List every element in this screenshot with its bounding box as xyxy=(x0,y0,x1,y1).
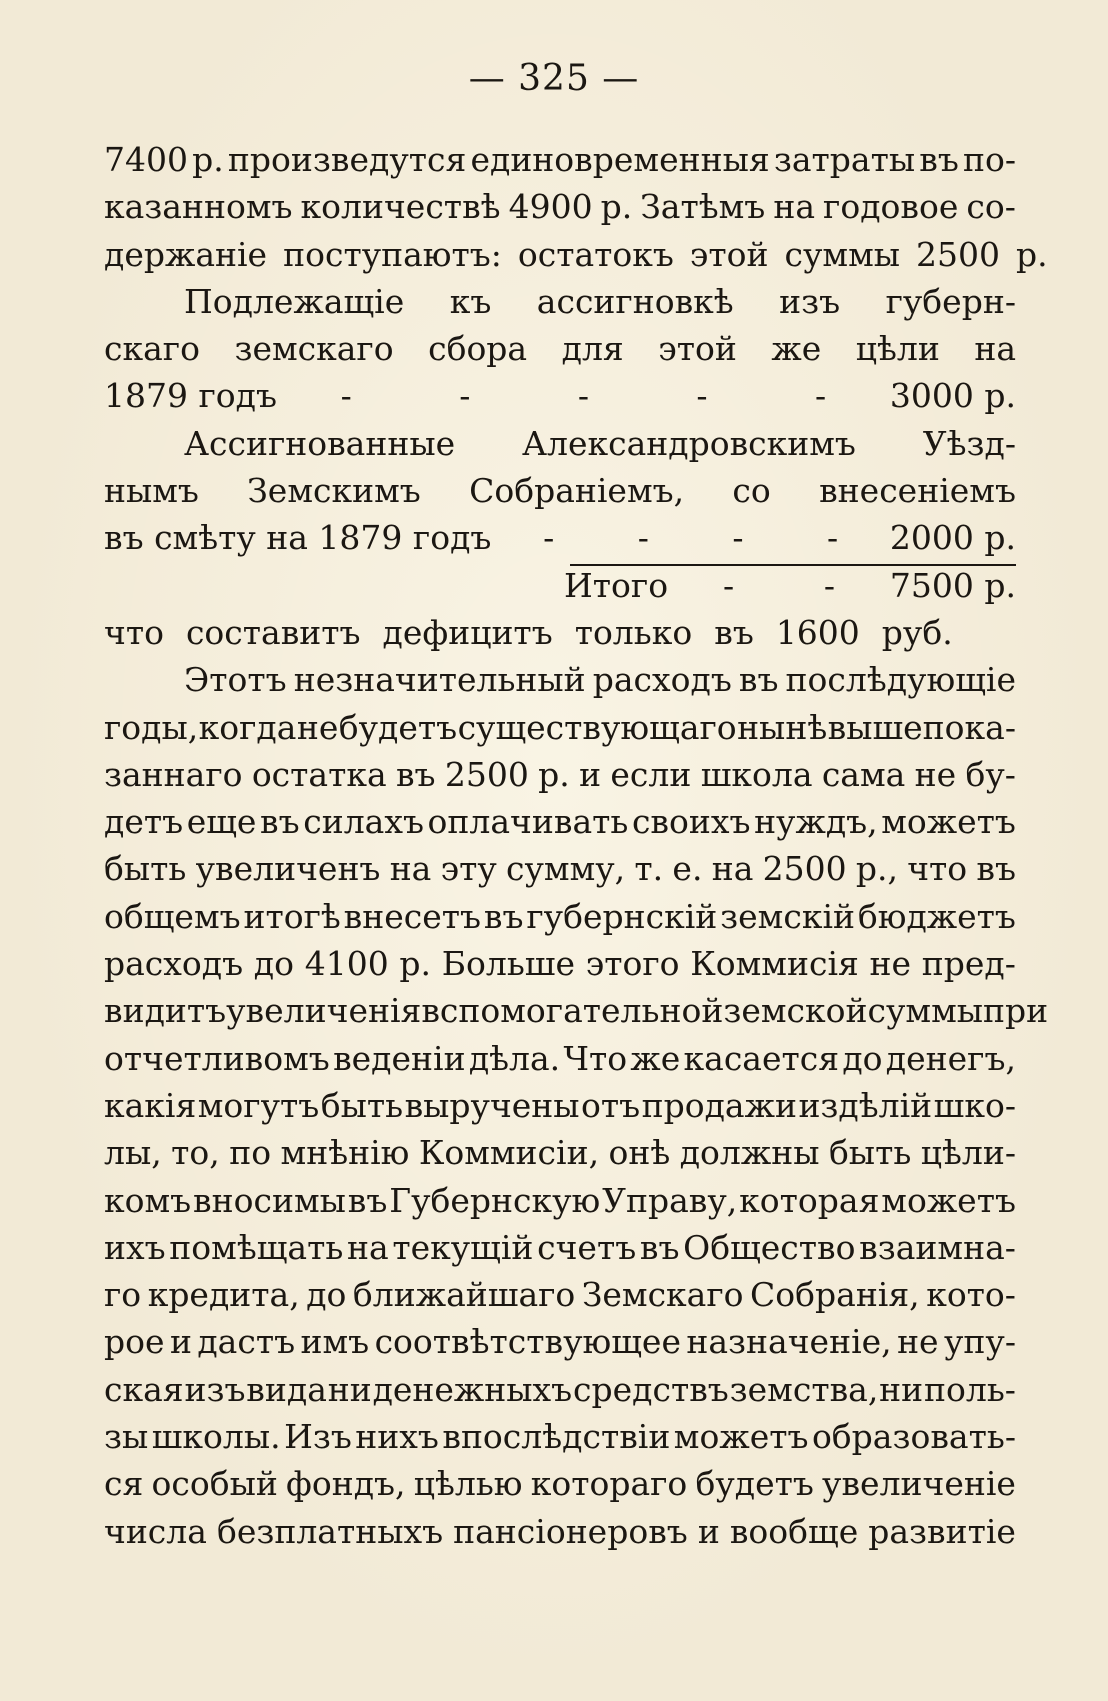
word: годовое xyxy=(823,187,959,227)
word: веденіи xyxy=(333,1038,466,1078)
word: что xyxy=(104,612,164,652)
word: го xyxy=(104,1275,142,1315)
word: ская xyxy=(104,1369,184,1409)
word: этой xyxy=(658,329,737,369)
word: е. xyxy=(672,849,703,889)
word: котораго xyxy=(530,1464,688,1504)
word: рое xyxy=(104,1322,165,1362)
word: можетъ xyxy=(881,802,1016,842)
word: фондъ, xyxy=(286,1464,406,1504)
word: не xyxy=(897,1322,939,1362)
word: 1600 xyxy=(775,612,860,652)
text-line xyxy=(104,420,1016,467)
dash: - xyxy=(722,565,735,605)
word: суммы xyxy=(784,234,901,274)
word: поступаютъ: xyxy=(283,234,502,274)
word: пред- xyxy=(921,944,1016,984)
word: въ xyxy=(347,1180,388,1220)
word: ихъ xyxy=(104,1227,166,1267)
word: сумму, xyxy=(506,849,626,889)
word: составитъ xyxy=(185,612,361,652)
word: остатокъ xyxy=(517,234,674,274)
word: ассигновкѣ xyxy=(536,281,734,321)
word: изъ xyxy=(779,281,841,321)
word: взаимна- xyxy=(859,1227,1016,1267)
word: земства, xyxy=(729,1369,879,1409)
word: расходъ xyxy=(592,660,732,700)
text-line xyxy=(104,231,1048,278)
text-line xyxy=(104,1177,1016,1224)
word: ближайшаго xyxy=(352,1275,576,1315)
ledger-label: въ смѣту на 1879 годъ xyxy=(104,518,492,558)
word: онѣ xyxy=(608,1133,671,1173)
text-line xyxy=(104,278,1016,325)
word: быть xyxy=(828,1133,912,1173)
word: затраты xyxy=(773,140,916,179)
word: цѣли xyxy=(855,329,940,369)
word: 7400 xyxy=(104,140,188,179)
word: дефицитъ xyxy=(382,612,553,652)
word: существующаго xyxy=(457,707,737,747)
word: вообще xyxy=(729,1511,859,1551)
word: когда xyxy=(198,707,297,747)
text-line xyxy=(104,514,1016,561)
dash: - xyxy=(459,376,471,416)
text-line xyxy=(104,893,1016,940)
word: вносимы xyxy=(193,1180,346,1220)
ledger-amount: 3000 р. xyxy=(889,376,1016,416)
word: въ xyxy=(714,612,754,652)
word: школы. xyxy=(151,1417,281,1457)
word: которая xyxy=(739,1180,880,1220)
word: отъ xyxy=(581,1085,641,1125)
text-line xyxy=(104,751,1016,798)
word: по xyxy=(229,1133,272,1173)
text-line xyxy=(104,609,1016,656)
word: суммы xyxy=(867,991,984,1031)
word: сама xyxy=(821,754,906,794)
word: Александровскимъ xyxy=(522,423,856,463)
word: имъ xyxy=(300,1322,370,1362)
word: быть xyxy=(104,849,187,889)
word: ни xyxy=(879,1369,924,1409)
word: Губернскую xyxy=(389,1180,601,1220)
text-line xyxy=(104,1460,1016,1507)
text-line xyxy=(104,940,1016,987)
word: отчетливомъ xyxy=(104,1038,330,1078)
word: дѣла. xyxy=(468,1038,561,1078)
text-line xyxy=(104,136,1016,183)
word: единовременныя xyxy=(470,140,770,179)
text-line xyxy=(104,1508,1016,1555)
word: въ xyxy=(483,896,524,936)
word: вышепока- xyxy=(827,707,1016,747)
word: расходъ xyxy=(104,944,244,984)
word: на xyxy=(347,1227,389,1267)
word: губерн- xyxy=(885,281,1016,321)
word: губернскій xyxy=(526,896,718,936)
word: р. xyxy=(538,754,570,794)
word: если xyxy=(610,754,692,794)
text-line xyxy=(104,467,1016,514)
ledger-dashes xyxy=(491,514,890,561)
word: ся xyxy=(104,1464,144,1504)
word: въ xyxy=(260,802,300,842)
word: 2500 xyxy=(762,849,847,889)
word: образовать- xyxy=(811,1417,1016,1457)
ledger-label: 1879 годъ xyxy=(104,376,277,416)
word: р., xyxy=(855,849,898,889)
word: особый xyxy=(151,1464,278,1504)
word: на xyxy=(773,187,816,227)
word: въ xyxy=(395,754,436,794)
word: помѣщать xyxy=(169,1227,344,1267)
word: будетъ xyxy=(695,1464,814,1504)
word: земскій xyxy=(720,896,855,936)
word: по- xyxy=(962,140,1016,179)
word: итогѣ xyxy=(243,896,341,936)
word: не xyxy=(914,754,957,794)
word: внесеніемъ xyxy=(819,471,1016,511)
text-line xyxy=(104,704,1016,751)
dash: - xyxy=(543,518,555,558)
word: 2500 xyxy=(916,234,1001,274)
word: мнѣнію xyxy=(280,1133,410,1173)
word: Управу, xyxy=(602,1180,738,1220)
word: впослѣдствіи xyxy=(442,1417,671,1457)
word: р. xyxy=(399,944,432,984)
word: увеличеніе xyxy=(822,1464,1016,1504)
word: бюджетъ xyxy=(857,896,1016,936)
word: держаніе xyxy=(104,234,268,274)
ledger-dashes xyxy=(277,372,890,419)
word: можетъ xyxy=(673,1417,809,1457)
word: вспомогательной xyxy=(421,991,724,1031)
word: Подлежащіе xyxy=(184,281,405,321)
word: въ xyxy=(639,1227,680,1267)
word: только xyxy=(574,612,693,652)
word: Больше xyxy=(441,944,576,984)
text-line xyxy=(104,1413,1016,1460)
word: безплатныхъ xyxy=(216,1511,444,1551)
word: заннаго xyxy=(104,754,243,794)
word: зы xyxy=(104,1417,149,1457)
word: незначительный xyxy=(293,660,586,700)
word: нымъ xyxy=(104,471,199,511)
word: бу- xyxy=(965,754,1016,794)
word: Собранія, xyxy=(750,1275,920,1315)
word: Собраніемъ, xyxy=(469,471,685,511)
text-line xyxy=(104,1129,1016,1176)
word: Ассигнованные xyxy=(184,423,456,463)
dash: - xyxy=(637,518,649,558)
word: въ xyxy=(919,140,959,179)
dash: - xyxy=(577,376,589,416)
text-line xyxy=(104,845,1016,892)
word: 4900 xyxy=(508,187,593,227)
word: Коммисіи, xyxy=(418,1133,600,1173)
word: скаго xyxy=(104,329,200,369)
word: увеличенія xyxy=(226,991,422,1031)
body-text xyxy=(104,136,1049,1555)
word: р. xyxy=(600,187,633,227)
word: своихъ xyxy=(631,802,751,842)
word: со- xyxy=(966,187,1016,227)
word: шко- xyxy=(933,1085,1016,1125)
word: на xyxy=(711,849,754,889)
word: внесетъ xyxy=(343,896,482,936)
word: цѣли- xyxy=(920,1133,1016,1173)
text-line xyxy=(104,1224,1016,1271)
word: этой xyxy=(689,234,769,274)
text-line xyxy=(104,183,1016,230)
text-line xyxy=(104,325,1016,372)
word: цѣлью xyxy=(413,1464,523,1504)
word: послѣдующіе xyxy=(785,660,1016,700)
word: нынѣ xyxy=(737,707,828,747)
word: что xyxy=(907,849,968,889)
dash: - xyxy=(823,565,836,605)
word: до xyxy=(253,944,294,984)
text-line xyxy=(104,372,1016,419)
word: кредита, xyxy=(147,1275,300,1315)
total-label: Итого xyxy=(564,565,669,605)
ledger-amount: 2000 р. xyxy=(889,518,1016,558)
word: годы, xyxy=(104,707,199,747)
word: детъ xyxy=(104,802,184,842)
word: упу- xyxy=(944,1322,1016,1362)
word: 4100 xyxy=(304,944,389,984)
word: т. xyxy=(634,849,664,889)
word: школа xyxy=(700,754,813,794)
word: р. xyxy=(1016,234,1048,274)
word: денегъ, xyxy=(885,1038,1016,1078)
text-line xyxy=(104,798,1016,845)
word: быть xyxy=(320,1085,404,1125)
word: кото- xyxy=(926,1275,1016,1315)
word: Земскимъ xyxy=(247,471,421,511)
word: издѣлій xyxy=(798,1085,933,1125)
word: руб. xyxy=(881,612,953,652)
word: и xyxy=(697,1511,720,1551)
word: р. xyxy=(192,140,224,179)
word: поль- xyxy=(924,1369,1016,1409)
word: эту xyxy=(440,849,497,889)
word: Что xyxy=(563,1038,628,1078)
word: къ xyxy=(449,281,492,321)
word: числа xyxy=(104,1511,207,1551)
word: соотвѣтствующее xyxy=(374,1322,681,1362)
word: на xyxy=(389,849,432,889)
word: будетъ xyxy=(338,707,458,747)
word: пансіонеровъ xyxy=(453,1511,688,1551)
page-number: — 325 — xyxy=(468,58,640,99)
text-line xyxy=(104,656,1016,703)
text-line xyxy=(104,1035,1016,1082)
word: и xyxy=(579,754,602,794)
word: для xyxy=(561,329,624,369)
total-amount: 7500 р. xyxy=(889,565,1016,605)
word: количествѣ xyxy=(300,187,501,227)
word: назначеніе, xyxy=(686,1322,892,1362)
word: вида xyxy=(246,1369,327,1409)
word: какія xyxy=(104,1085,197,1125)
word: средствъ xyxy=(573,1369,729,1409)
word: силахъ xyxy=(303,802,424,842)
word: же xyxy=(630,1038,681,1078)
word: земской xyxy=(723,991,868,1031)
word: Коммисія xyxy=(690,944,859,984)
word: касается xyxy=(683,1038,840,1078)
word: остатка xyxy=(251,754,387,794)
word: оплачивать xyxy=(427,802,629,842)
word: увеличенъ xyxy=(195,849,381,889)
word: сбора xyxy=(428,329,528,369)
word: 2500 xyxy=(444,754,529,794)
word: еще xyxy=(186,802,257,842)
word: продажи xyxy=(641,1085,797,1125)
word: Этотъ xyxy=(184,660,287,700)
dash: - xyxy=(827,518,839,558)
sum-rule xyxy=(570,564,1016,566)
word: должны xyxy=(679,1133,820,1173)
text-line xyxy=(104,562,1016,609)
word: до xyxy=(842,1038,883,1078)
word: текущій xyxy=(392,1227,534,1267)
dash: - xyxy=(732,518,744,558)
word: не xyxy=(296,707,339,747)
word: нихъ xyxy=(355,1417,439,1457)
word: же xyxy=(771,329,822,369)
word: Общество xyxy=(683,1227,856,1267)
word: изъ xyxy=(184,1369,246,1409)
word: въ xyxy=(976,849,1016,889)
dash: - xyxy=(814,376,827,416)
word: со xyxy=(732,471,771,511)
word: дастъ xyxy=(197,1322,296,1362)
word: не xyxy=(869,944,912,984)
word: выручены xyxy=(404,1085,580,1125)
word: этого xyxy=(585,944,680,984)
text-line xyxy=(104,1271,1016,1318)
text-line xyxy=(104,1318,1016,1365)
total-dashes xyxy=(668,562,890,609)
word: Изъ xyxy=(284,1417,352,1457)
word: земскаго xyxy=(234,329,394,369)
word: то, xyxy=(171,1133,220,1173)
word: развитіе xyxy=(868,1511,1016,1551)
word: до xyxy=(306,1275,347,1315)
word: въ xyxy=(738,660,779,700)
word: комъ xyxy=(104,1180,192,1220)
word: казанномъ xyxy=(104,187,293,227)
word: Земскаго xyxy=(581,1275,744,1315)
word: Затѣмъ xyxy=(640,187,766,227)
word: нуждъ, xyxy=(754,802,878,842)
dash: - xyxy=(696,376,708,416)
word: на xyxy=(974,329,1016,369)
word: ни xyxy=(327,1369,372,1409)
word: видитъ xyxy=(104,991,227,1031)
word: могутъ xyxy=(197,1085,320,1125)
word: общемъ xyxy=(104,896,241,936)
dash: - xyxy=(340,376,352,416)
word: произведутся xyxy=(227,140,467,179)
word: можетъ xyxy=(881,1180,1016,1220)
text-line xyxy=(104,1366,1016,1413)
word: и xyxy=(169,1322,192,1362)
text-line xyxy=(104,987,1049,1034)
word: Уѣзд- xyxy=(922,423,1016,463)
word: счетъ xyxy=(537,1227,637,1267)
text-line xyxy=(104,1082,1016,1129)
word: лы, xyxy=(104,1133,162,1173)
word: при xyxy=(983,991,1049,1031)
word: денежныхъ xyxy=(372,1369,573,1409)
